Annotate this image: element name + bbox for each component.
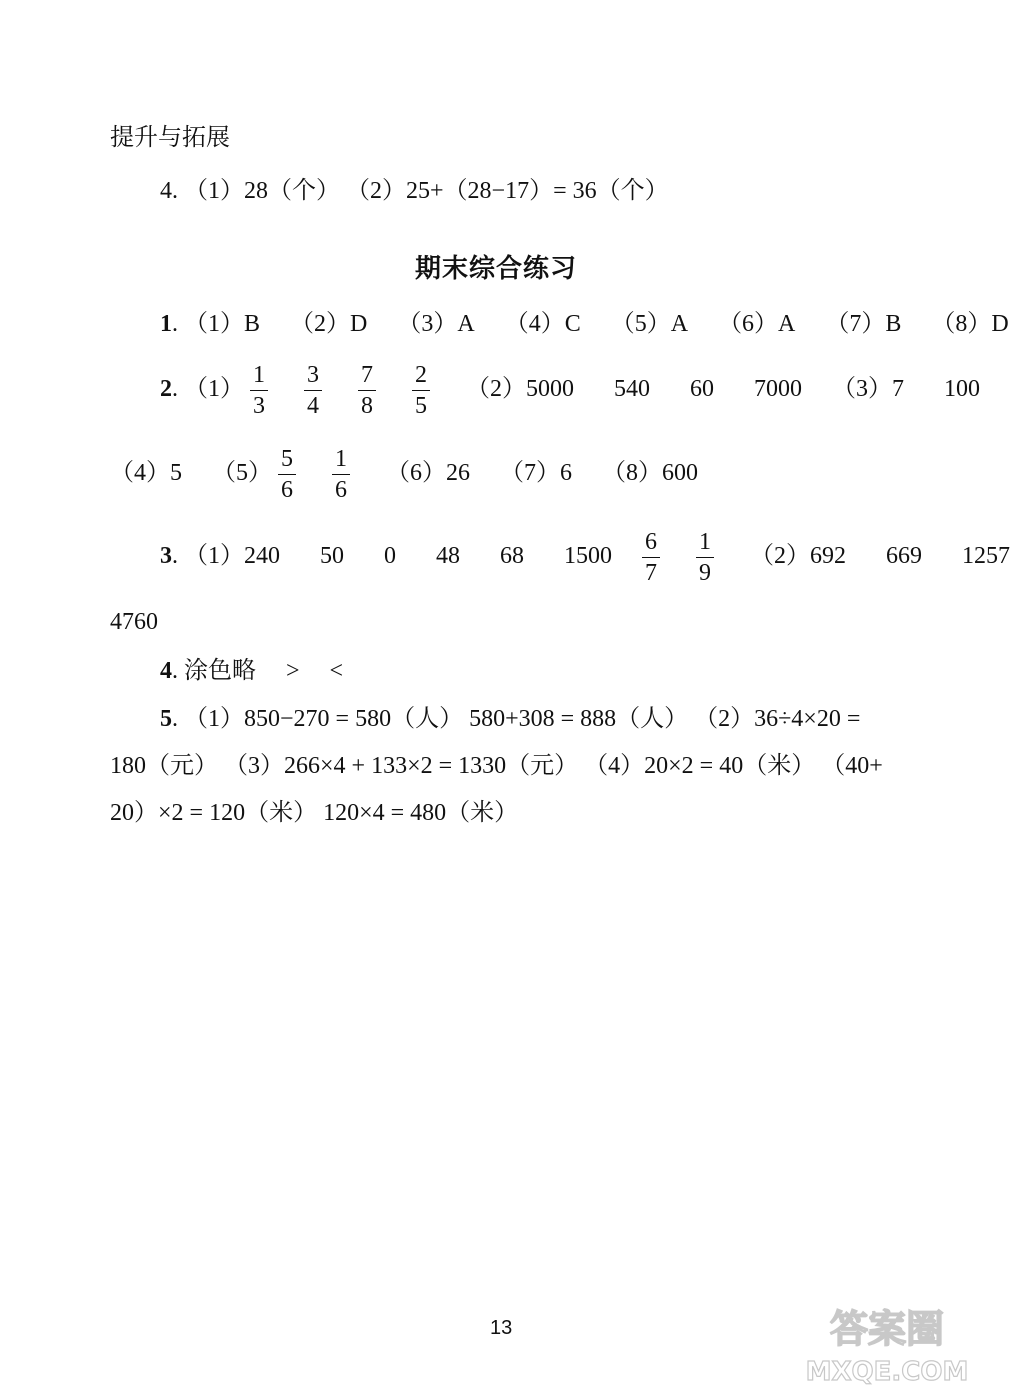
question-5-line-3: 20）×2 = 120（米） 120×4 = 480（米） <box>110 800 519 826</box>
denominator: 6 <box>281 477 293 503</box>
numerator: 5 <box>278 444 296 475</box>
fraction <box>304 360 322 421</box>
answer-item: 68 <box>500 543 524 570</box>
answer-line-4: 4. （1）28（个） （2）25+（28−17）= 36（个） <box>160 178 669 204</box>
numerator: 1 <box>696 527 714 558</box>
numerator: 2 <box>412 360 430 391</box>
question-2: 2. （1） $\frac{1}{3}$ $\frac{3}{4}$ $\frac{7}{8}$ $\frac{2}{5}$ （2）5000 540 60 7000 （3）7 100 <box>160 362 980 419</box>
watermark-logo <box>792 1300 982 1390</box>
denominator: 7 <box>645 560 657 586</box>
answer-item: （5） <box>212 460 272 487</box>
answer-item: （2）5000 <box>466 376 574 403</box>
answer-item: 1500 <box>564 543 612 570</box>
denominator: 6 <box>335 477 347 503</box>
answer-item: 48 <box>436 543 460 570</box>
fraction <box>696 527 714 588</box>
answer-item: < <box>329 658 344 684</box>
answer-item: （3）7 <box>832 376 904 403</box>
numerator: 1 <box>250 360 268 391</box>
numerator: 7 <box>358 360 376 391</box>
denominator: 9 <box>699 560 711 586</box>
answer-item: （2）D <box>290 311 368 337</box>
watermark-title: 答案圈 <box>829 1307 945 1351</box>
question-5-line-2: 180（元） （3）266×4 + 133×2 = 1330（元） （4）20×2 = 40（米） （40+ <box>110 753 883 779</box>
question-3-continued: 4760 <box>110 609 158 635</box>
denominator: 3 <box>253 393 265 419</box>
answer-item: 1257 <box>962 543 1010 570</box>
fraction <box>332 444 350 505</box>
answer-item: （6）26 <box>386 460 470 487</box>
answer-line: （1）850−270 = 580（人） 580+308 = 888（人） （2）36÷4×20 = <box>184 706 861 732</box>
answer-item: （7）6 <box>500 460 572 487</box>
question-1: 1. （1）B （2）D （3）A （4）C （5）A （6）A （7）B （8）D <box>160 311 1009 337</box>
answer-item: （2）692 <box>750 543 846 570</box>
question-3: 3. （1）240 50 0 48 68 1500 $\frac{6}{7}$ $\frac{1}{9}$ （2）692 669 1257 <box>160 529 1010 586</box>
question-2-continued <box>110 444 698 505</box>
fraction <box>250 360 268 421</box>
watermark-url: MXQE.COM <box>805 1357 969 1387</box>
question-5: 5. （1）850−270 = 580（人） 580+308 = 888（人） （2）36÷4×20 = <box>160 706 861 732</box>
answer-item: > <box>286 658 300 684</box>
answer-item: （8）600 <box>602 460 698 487</box>
numerator: 1 <box>332 444 350 475</box>
fraction <box>642 527 660 588</box>
page-heading: 期末综合练习 <box>415 254 578 284</box>
numerator: 3 <box>304 360 322 391</box>
fraction <box>412 360 430 421</box>
fraction <box>358 360 376 421</box>
answer-item: 50 <box>320 543 344 570</box>
answer-item: 100 <box>944 376 980 403</box>
question-number: 4 <box>160 658 172 684</box>
answer-item: 669 <box>886 543 922 570</box>
answer-item: （4）C <box>504 311 581 337</box>
answer-item: 540 <box>614 376 650 403</box>
numerator: 6 <box>642 527 660 558</box>
answer-item: （1）B <box>184 311 261 337</box>
answer-item: （5）A <box>610 311 689 337</box>
fraction <box>278 444 296 505</box>
question-number: 3 <box>160 543 172 570</box>
answer-item: 60 <box>690 376 714 403</box>
page-number: 13 <box>490 1317 513 1339</box>
question-4: 4. 涂色略 > < <box>160 656 344 684</box>
answer-item: 7000 <box>754 376 802 403</box>
section-title: 提升与拓展 <box>110 123 230 151</box>
answer-item: （1） <box>184 376 244 403</box>
question-number: 5 <box>160 706 172 732</box>
answer-item: （7）B <box>825 311 902 337</box>
denominator: 8 <box>361 393 373 419</box>
answer-item: （4）5 <box>110 460 182 487</box>
question-number: 1 <box>160 311 172 337</box>
answer-item: 涂色略 <box>184 656 256 684</box>
question-number: 2 <box>160 376 172 403</box>
answer-item: （1）240 <box>184 543 280 570</box>
answer-item: （3）A <box>397 311 475 337</box>
answer-item: （8）D <box>931 311 1009 337</box>
denominator: 4 <box>307 393 319 419</box>
answer-item: 0 <box>384 543 396 570</box>
denominator: 5 <box>415 393 427 419</box>
answer-item: （6）A <box>718 311 796 337</box>
